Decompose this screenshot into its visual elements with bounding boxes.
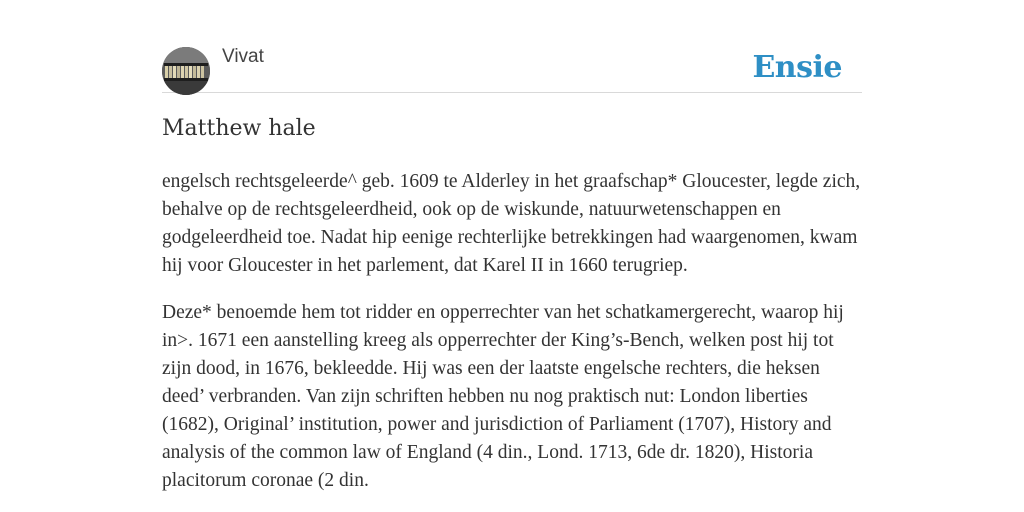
page-container bbox=[162, 0, 862, 491]
brand-logo[interactable]: Ensie bbox=[752, 50, 842, 85]
username[interactable]: Vivat bbox=[222, 46, 264, 67]
article-paragraph-2: Deze* benoemde hem tot ridder en opperrechter van het schatkamergerecht, waarop hij in>. 1671 een aanstelling kreeg als opperrechter der King’s-Bench, welken post hij tot zijn dood, in 1676, bekleedde. Hij was een der laatste engelsche rechters, die heksen deed’ verbranden. Van zijn schriften hebben nu nog praktisch nut: London liberties (1682), Original’ institution, power and jurisdiction of Parliament (1707), History and analysis of the common law of England (4 din., Lond. 1713, 6de dr. 1820), Historia placitorum coronae (2 din. bbox=[162, 302, 844, 491]
avatar-books-icon bbox=[162, 47, 210, 95]
page-title: Matthew hale bbox=[162, 116, 316, 141]
article-paragraph-1: engelsch rechtsgeleerde^ geb. 1609 te Alderley in het graafschap* Gloucester, legde zich, behalve op de rechtsgeleerdheid, ook op de wiskunde, natuurwetenschappen en godgeleerdheid toe. Nadat hip eenige rechterlijke betrekkingen had waargenomen, kwam hij voor Gloucester in het parlement, dat Karel II in 1660 terugriep. bbox=[162, 171, 861, 276]
article-body bbox=[162, 168, 862, 512]
avatar[interactable] bbox=[162, 47, 210, 95]
header bbox=[162, 0, 862, 93]
